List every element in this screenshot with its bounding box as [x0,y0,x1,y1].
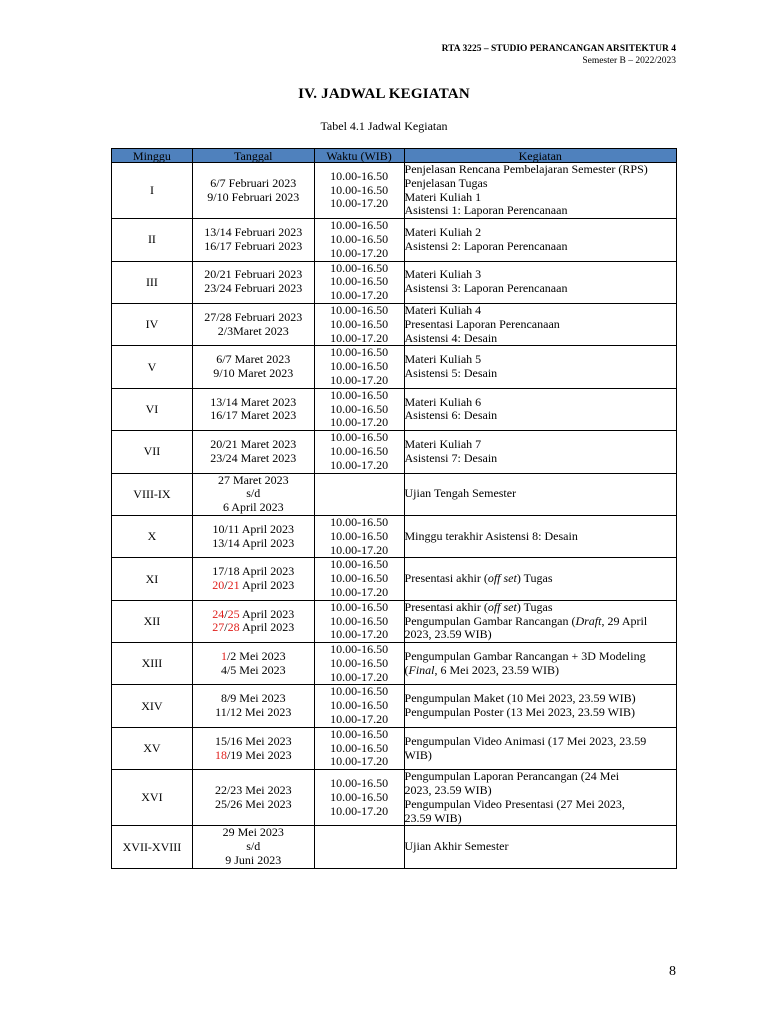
time-line: 10.00-16.50 [330,316,389,331]
week-cell: XII [112,600,193,642]
italic-text: off set [487,571,517,586]
date-cell [192,219,314,261]
table-row [112,431,677,473]
time-line: 10.00-16.50 [330,698,389,713]
time-line: 10.00-16.50 [330,613,389,628]
time-line: 10.00-16.50 [330,599,389,614]
text-segment: 17/18 April 2023 [212,564,295,579]
table-caption: Tabel 4.1 Jadwal Kegiatan [320,119,448,133]
schedule-table-body [112,163,677,869]
week-cell: I [112,163,193,219]
time-line: 10.00-17.20 [330,542,389,557]
text-segment: ) Tugas [516,599,553,614]
time-line: 10.00-17.20 [330,627,389,642]
column-header-tanggal: Tanggal [192,149,314,163]
text-segment: Presentasi akhir ( [404,571,488,586]
time-line: 10.00-17.20 [330,803,389,818]
date-line [193,474,314,488]
activity-cell [404,558,676,600]
date-line [193,692,314,706]
activity-line [405,798,676,812]
time-cell [314,685,404,727]
date-line [193,191,314,205]
activity-line: Materi Kuliah 4 [404,302,482,317]
time-line: 10.00-16.50 [330,557,389,572]
time-cell [314,727,404,769]
date-cell [192,826,314,868]
activity-line: Pengumpulan Video Animasi (17 Mei 2023, 23.59 [404,733,647,748]
activity-line: Materi Kuliah 2 [404,225,482,240]
text-segment: 25/26 Mei 2023 [214,796,292,811]
text-segment: 11/12 Mei 2023 [215,705,292,720]
table-header-row [112,149,677,163]
text-segment: 9 Juni 2023 [225,853,282,868]
activity-cell [404,163,676,219]
time-line: 10.00-16.50 [330,684,389,699]
text-segment: 6/7 Februari 2023 [210,175,297,190]
date-cell [192,558,314,600]
activity-line: Asistensi 4: Desain [404,330,498,345]
time-line: 10.00-16.50 [330,260,389,275]
time-line: 10.00-16.50 [330,776,389,791]
date-line [193,177,314,191]
activity-line: Materi Kuliah 7 [404,437,482,452]
date-cell [192,473,314,515]
time-line: 10.00-16.50 [330,231,389,246]
time-line: 10.00-16.50 [330,401,389,416]
date-cell [192,685,314,727]
column-header-kegiatan: Kegiatan [404,149,676,163]
semester-label: Semester B – 2022/2023 [582,56,676,66]
date-line [193,409,314,423]
text-segment: 2023, 23.59 WIB) [404,783,492,798]
activity-line: Asistensi 6: Desain [404,408,498,423]
time-line: 10.00-16.50 [330,182,389,197]
schedule-table [111,148,677,869]
date-line [193,396,314,410]
activity-cell [404,643,676,685]
date-line [193,268,314,282]
highlighted-date-text: 27 [212,620,225,635]
date-cell [192,431,314,473]
date-cell [192,388,314,430]
date-line [193,840,314,854]
table-row [112,346,677,388]
time-cell [314,163,404,219]
activity-line: Asistensi 5: Desain [404,366,498,381]
date-line [193,240,314,254]
time-line: 10.00-16.50 [330,274,389,289]
time-line: 10.00-17.20 [330,415,389,430]
week-cell: IV [112,303,193,345]
time-cell [314,515,404,557]
date-line [193,621,314,635]
date-line [193,650,314,664]
activity-cell [404,685,676,727]
time-cell [314,431,404,473]
date-line [193,487,314,501]
time-line: 10.00-16.50 [330,443,389,458]
activity-line [405,572,676,586]
text-segment: / [224,620,228,635]
date-line [193,325,314,339]
week-cell: XV [112,727,193,769]
time-line: 10.00-17.20 [330,196,389,211]
activity-line: WIB) [404,747,432,762]
time-cell [314,219,404,261]
date-cell [192,303,314,345]
date-cell [192,261,314,303]
time-line: 10.00-17.20 [330,754,389,769]
table-row [112,388,677,430]
date-line [193,608,314,622]
activity-line: Presentasi Laporan Perencanaan [404,316,560,331]
document-header [442,43,676,67]
activity-cell [404,388,676,430]
date-cell [192,770,314,826]
text-segment: 16/17 Februari 2023 [204,238,303,253]
highlighted-date-text: 20 [212,578,225,592]
week-cell: VI [112,388,193,430]
table-row [112,643,677,685]
course-title: RTA 3225 – STUDIO PERANCANGAN ARSITEKTUR 4 [441,44,676,54]
text-segment: April 2023 [239,620,295,635]
time-cell [314,558,404,600]
table-row [112,685,677,727]
activity-cell [404,515,676,557]
activity-line: Materi Kuliah 5 [404,352,482,367]
text-segment: , 6 Mei 2023, 23.59 WIB) [434,662,559,677]
activity-line: Penjelasan Rencana Pembelajaran Semester (RPS) [404,162,648,176]
text-segment: /2 Mei 2023 [226,648,286,663]
italic-text: Draft [575,613,602,628]
activity-line: Materi Kuliah 3 [404,267,482,282]
highlighted-date-text: 28 [227,620,240,635]
date-line [193,438,314,452]
table-row [112,558,677,600]
date-cell [192,600,314,642]
date-line [193,537,314,551]
week-cell: V [112,346,193,388]
table-row [112,303,677,345]
text-segment: April 2023 [239,606,295,621]
time-cell [314,261,404,303]
table-row [112,163,677,219]
activity-line: Asistensi 2: Laporan Perencanaan [404,238,568,253]
text-segment: , 29 April [601,613,648,628]
week-cell: X [112,515,193,557]
time-line: 10.00-16.50 [330,430,389,445]
date-line [193,784,314,798]
table-row [112,770,677,826]
text-segment: 13/14 Maret 2023 [210,394,297,409]
date-cell [192,727,314,769]
time-cell [314,346,404,388]
activity-line [405,601,676,615]
table-row [112,515,677,557]
activity-line: Penjelasan Tugas [404,175,488,190]
text-segment: 10/11 April 2023 [212,521,295,536]
activity-line: Asistensi 1: Laporan Perencanaan [404,203,568,218]
activity-cell [404,219,676,261]
text-segment: s/d [246,839,261,854]
time-line: 10.00-17.20 [330,669,389,684]
text-segment: 27 Maret 2023 [217,472,289,487]
text-segment: ) Tugas [516,571,553,586]
date-line [193,579,314,593]
week-cell: XIV [112,685,193,727]
time-line: 10.00-16.50 [330,642,389,657]
column-header-minggu: Minggu [112,149,193,163]
activity-cell [404,261,676,303]
text-segment: 4/5 Mei 2023 [220,662,286,677]
activity-cell [404,473,676,515]
italic-text: off set [487,599,517,614]
text-segment: / [224,578,228,592]
time-line: 10.00-17.20 [330,712,389,727]
time-line: 10.00-16.50 [330,571,389,586]
text-segment: 13/14 Februari 2023 [204,225,303,240]
time-line: 10.00-16.50 [330,218,389,233]
time-line: 10.00-16.50 [330,387,389,402]
time-line: 10.00-16.50 [330,740,389,755]
text-segment: 6/7 Maret 2023 [216,352,291,367]
date-cell [192,346,314,388]
week-cell: XI [112,558,193,600]
time-line: 10.00-16.50 [330,345,389,360]
time-cell [314,826,404,868]
time-line: 10.00-17.20 [330,330,389,345]
text-segment: 27/28 Februari 2023 [204,309,303,324]
page-number: 8 [669,964,676,979]
time-cell [314,643,404,685]
week-cell: III [112,261,193,303]
table-row [112,473,677,515]
date-cell [192,643,314,685]
activity-line [405,628,676,642]
time-line: 10.00-16.50 [330,302,389,317]
table-row [112,826,677,868]
text-segment: 15/16 Mei 2023 [214,733,292,748]
date-line [193,664,314,678]
activity-cell [404,431,676,473]
time-line: 10.00-17.20 [330,245,389,260]
time-line: 10.00-17.20 [330,288,389,303]
text-segment: Pengumpulan Gambar Rancangan + 3D Modeling [404,648,646,663]
date-cell [192,515,314,557]
activity-line [405,784,676,798]
section-title: IV. JADWAL KEGIATAN [298,86,470,102]
time-line: 10.00-16.50 [330,168,389,183]
time-cell [314,600,404,642]
activity-line [405,770,676,784]
date-line [193,826,314,840]
activity-cell [404,770,676,826]
time-line: 10.00-16.50 [330,528,389,543]
time-line: 10.00-17.20 [330,584,389,599]
week-cell: VIII-IX [112,473,193,515]
highlighted-date-text: 21 [227,578,240,592]
time-cell [314,473,404,515]
time-cell [314,303,404,345]
activity-cell [404,727,676,769]
week-cell: II [112,219,193,261]
column-header-waktu: Waktu (WIB) [314,149,404,163]
text-segment: 16/17 Maret 2023 [210,408,297,423]
text-segment: April 2023 [239,578,295,592]
time-line: 10.00-17.20 [330,372,389,387]
text-segment: 20/21 Maret 2023 [210,437,297,452]
text-segment: Presentasi akhir ( [404,599,488,614]
time-line: 10.00-16.50 [330,726,389,741]
date-line [193,501,314,515]
text-segment: 23.59 WIB) [404,810,462,825]
text-segment: / [224,606,228,621]
activity-line: Minggu terakhir Asistensi 8: Desain [404,528,578,543]
time-cell [314,770,404,826]
activity-line: Asistensi 7: Desain [404,450,498,465]
date-line [193,798,314,812]
text-segment: 8/9 Mei 2023 [220,691,286,706]
activity-line: Materi Kuliah 1 [404,189,482,204]
date-line [193,735,314,749]
activity-cell [404,303,676,345]
activity-line [405,664,676,678]
week-cell: XVII-XVIII [112,826,193,868]
week-cell: XVI [112,770,193,826]
text-segment: 2023, 23.59 WIB) [404,627,492,642]
date-cell [192,163,314,219]
activity-line: Pengumpulan Maket (10 Mei 2023, 23.59 WIB) [404,691,636,706]
activity-line: Asistensi 3: Laporan Perencanaan [404,281,568,296]
activity-cell [404,826,676,868]
activity-line: Pengumpulan Poster (13 Mei 2023, 23.59 WIB) [404,705,635,720]
text-segment: 13/14 April 2023 [212,535,295,550]
date-line [193,706,314,720]
text-segment: 23/24 Februari 2023 [204,281,303,296]
highlighted-date-text: 1 [220,648,227,663]
date-line [193,854,314,868]
table-row [112,219,677,261]
text-segment: 9/10 Februari 2023 [207,189,300,204]
text-segment: 29 Mei 2023 [222,825,284,840]
time-line: 10.00-17.20 [330,457,389,472]
highlighted-date-text: 18 [214,747,227,762]
time-line: 10.00-16.50 [330,789,389,804]
table-row [112,261,677,303]
text-segment: ( [404,662,409,677]
text-segment: Pengumpulan Gambar Rancangan ( [404,613,576,628]
text-segment: 20/21 Februari 2023 [204,267,303,282]
time-cell [314,388,404,430]
date-line [193,749,314,763]
text-segment: Pengumpulan Video Presentasi (27 Mei 2023, [404,796,625,811]
activity-cell [404,600,676,642]
time-line: 10.00-16.50 [330,655,389,670]
text-segment: s/d [246,486,261,501]
date-line [193,565,314,579]
text-segment: 23/24 Maret 2023 [210,450,297,465]
activity-line: Ujian Akhir Semester [404,839,509,854]
date-line [193,523,314,537]
date-line [193,452,314,466]
date-line [193,367,314,381]
text-segment: 22/23 Mei 2023 [214,783,292,798]
time-line: 10.00-16.50 [330,359,389,374]
text-segment: Pengumpulan Laporan Perancangan (24 Mei [404,769,620,784]
activity-line: Materi Kuliah 6 [404,394,482,409]
date-line [193,353,314,367]
activity-line: Ujian Tengah Semester [404,486,517,501]
date-line [193,282,314,296]
table-row [112,727,677,769]
text-segment: /19 Mei 2023 [226,747,292,762]
text-segment: 2/3Maret 2023 [217,323,289,338]
date-line [193,311,314,325]
highlighted-date-text: 24 [212,606,225,621]
highlighted-date-text: 25 [227,606,240,621]
activity-line [405,615,676,629]
activity-line [405,650,676,664]
time-line: 10.00-16.50 [330,514,389,529]
activity-cell [404,346,676,388]
text-segment: 9/10 Maret 2023 [213,366,294,381]
text-segment: 6 April 2023 [222,500,284,515]
week-cell: VII [112,431,193,473]
date-line [193,226,314,240]
activity-line [405,812,676,826]
week-cell: XIII [112,643,193,685]
table-row [112,600,677,642]
italic-text: Final [408,662,435,677]
